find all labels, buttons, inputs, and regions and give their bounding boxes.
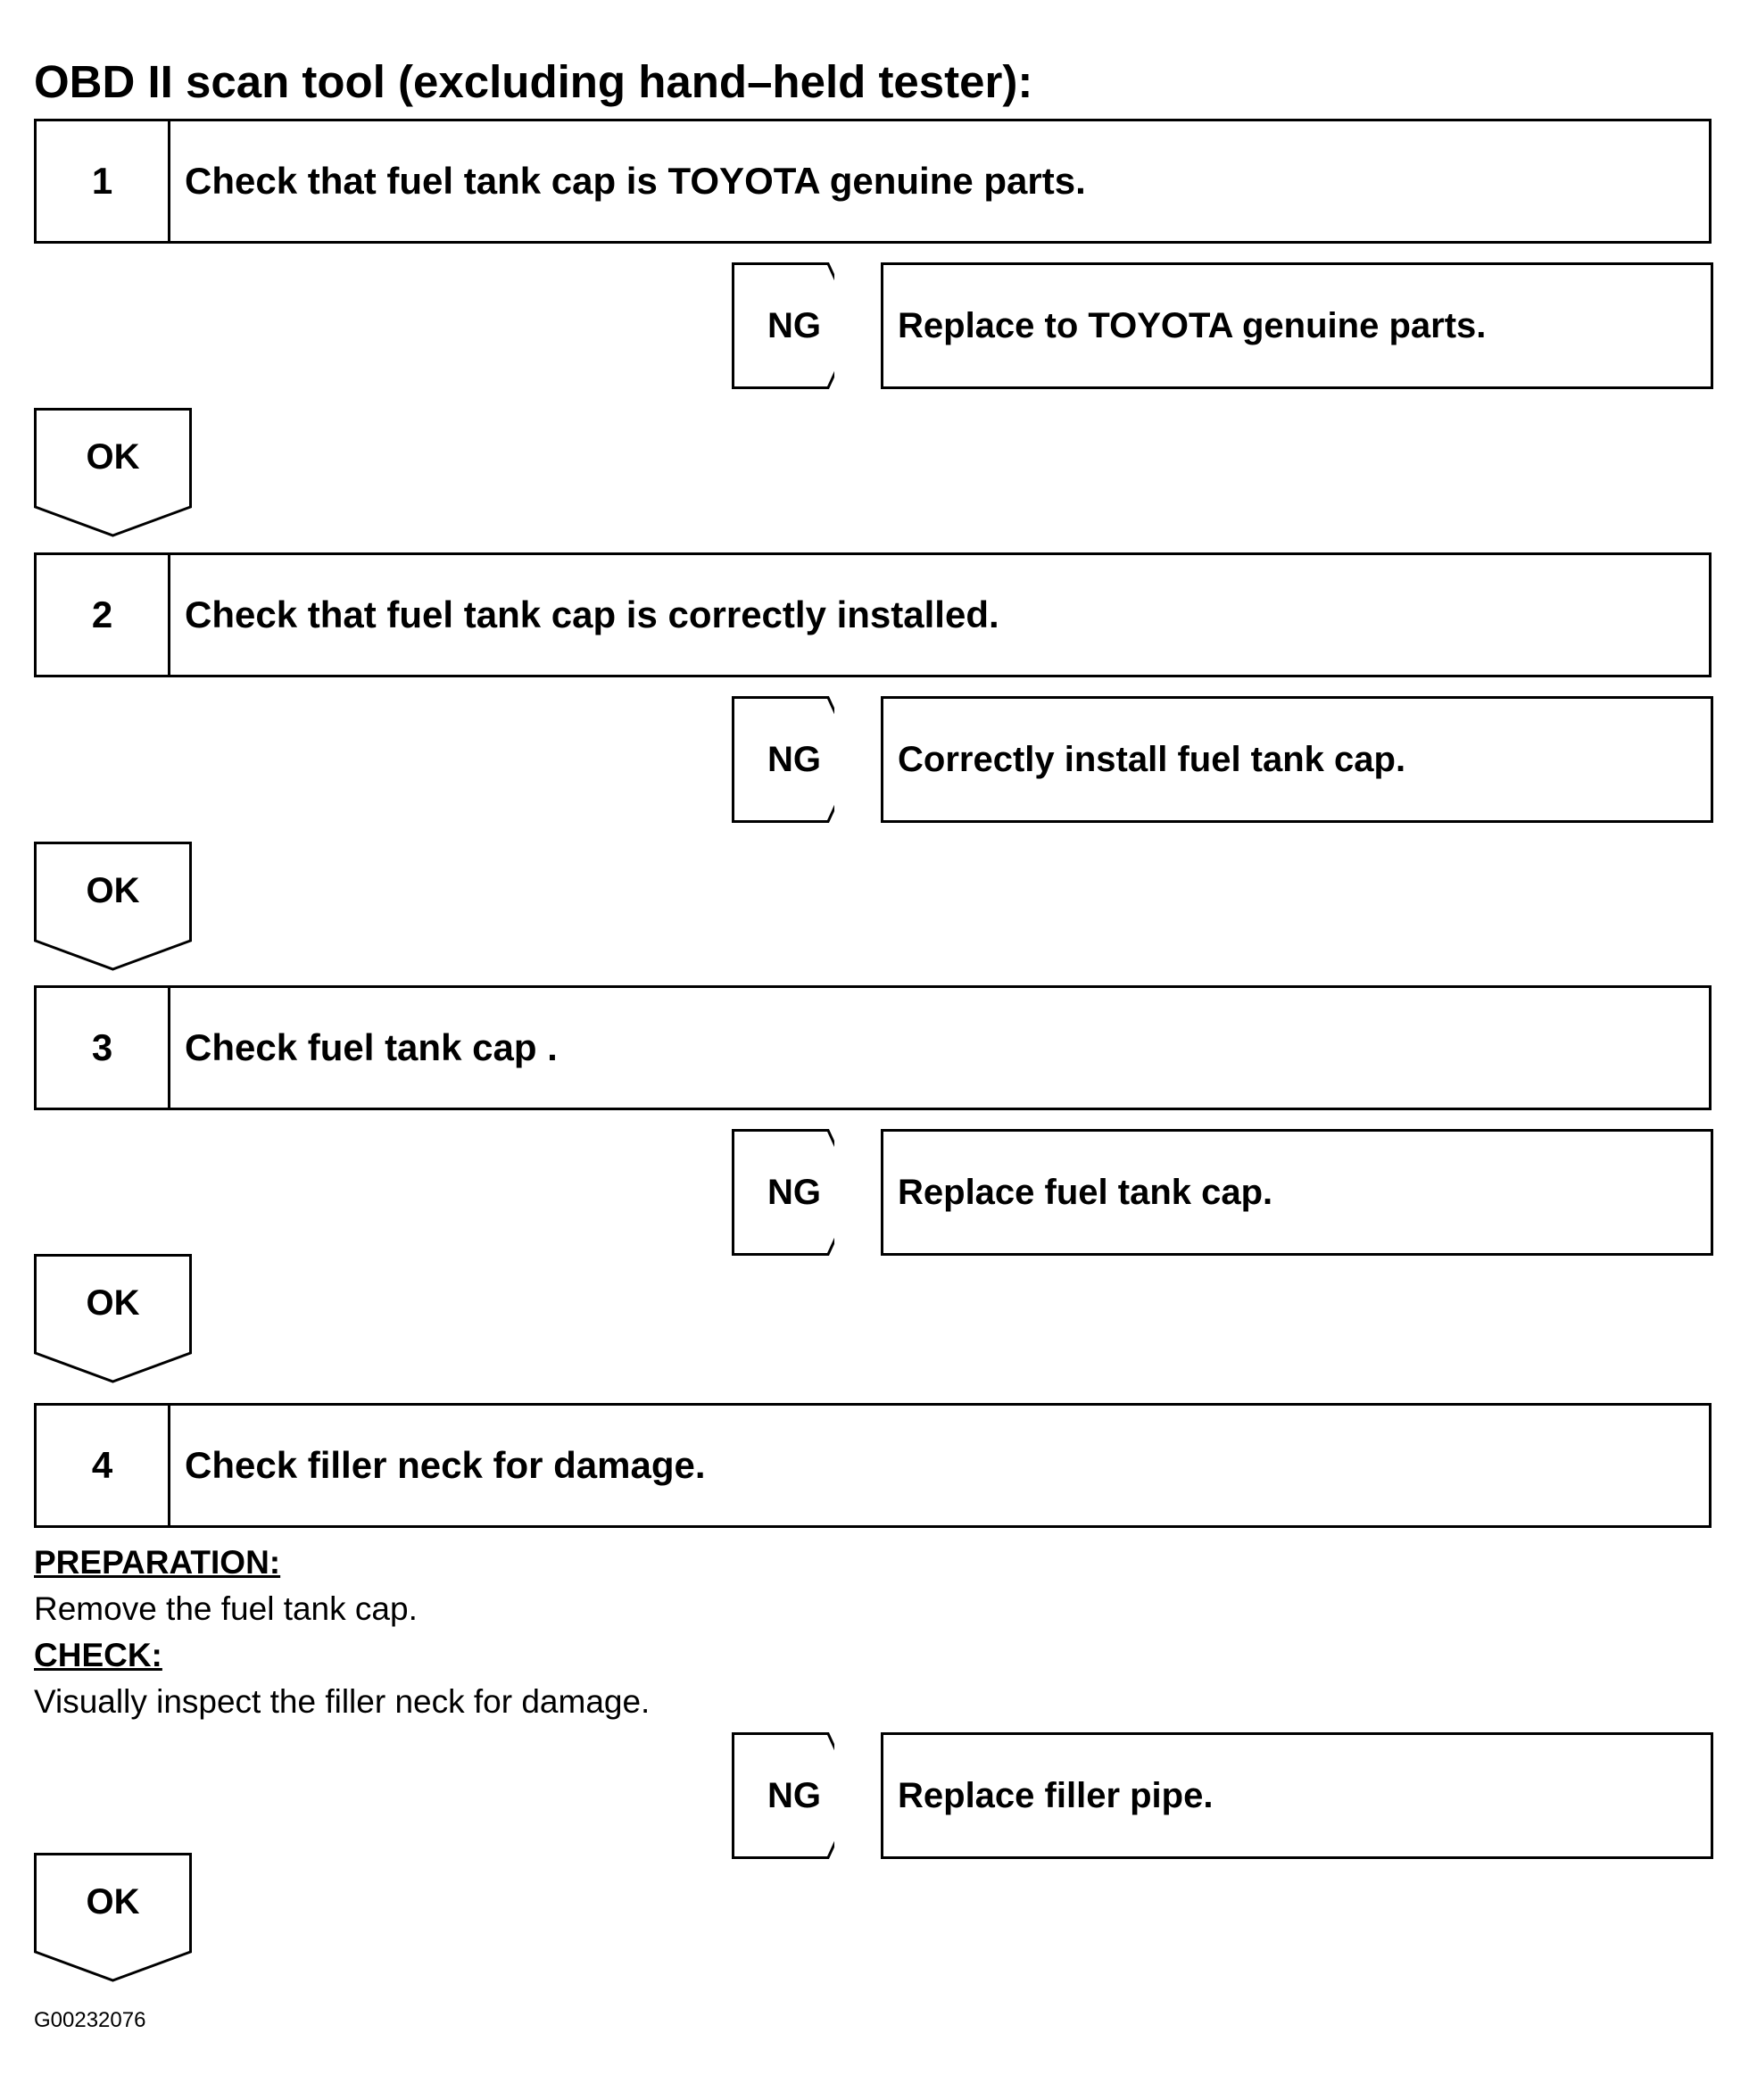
figure-id: G00232076 bbox=[34, 2008, 146, 2032]
step-2-box bbox=[34, 552, 1712, 677]
step-3-box bbox=[34, 985, 1712, 1110]
check-heading: CHECK: bbox=[34, 1637, 162, 1673]
ng-label: NG bbox=[767, 305, 821, 345]
preparation-text: Remove the fuel tank cap. bbox=[34, 1590, 418, 1627]
ng-arrow bbox=[732, 1129, 834, 1256]
step-number: 1 bbox=[37, 121, 170, 241]
ng-arrow bbox=[732, 696, 834, 823]
ng-action-box: Correctly install fuel tank cap. bbox=[881, 696, 1713, 823]
step-4-box bbox=[34, 1403, 1712, 1528]
ok-arrow bbox=[34, 1254, 192, 1383]
step-number: 2 bbox=[37, 555, 170, 675]
ok-label: OK bbox=[86, 870, 140, 910]
step-text: Check fuel tank cap . bbox=[185, 1026, 558, 1068]
step-number: 4 bbox=[37, 1406, 170, 1525]
ok-arrow bbox=[34, 842, 192, 971]
step-text: Check that fuel tank cap is TOYOTA genuine parts. bbox=[185, 160, 1086, 202]
step-text: Check filler neck for damage. bbox=[185, 1444, 706, 1486]
ng-arrow bbox=[732, 262, 834, 389]
ng-label: NG bbox=[767, 1775, 821, 1815]
ng-arrow bbox=[732, 1732, 834, 1859]
ng-action-box: Replace fuel tank cap. bbox=[881, 1129, 1713, 1256]
preparation-heading: PREPARATION: bbox=[34, 1544, 281, 1581]
ng-label: NG bbox=[767, 1172, 821, 1212]
ng-action-box: Replace to TOYOTA genuine parts. bbox=[881, 262, 1713, 389]
ng-action-box: Replace filler pipe. bbox=[881, 1732, 1713, 1859]
ok-label: OK bbox=[86, 436, 140, 477]
ng-label: NG bbox=[767, 739, 821, 779]
step-text: Check that fuel tank cap is correctly installed. bbox=[185, 593, 999, 635]
ok-arrow bbox=[34, 1853, 192, 1982]
check-text: Visually inspect the filler neck for damage. bbox=[34, 1683, 651, 1720]
step-number: 3 bbox=[37, 988, 170, 1108]
ok-label: OK bbox=[86, 1282, 140, 1323]
step-1-box bbox=[34, 119, 1712, 244]
ok-label: OK bbox=[86, 1881, 140, 1922]
page-title: OBD II scan tool (excluding hand–held tester): bbox=[34, 56, 1033, 107]
ok-arrow bbox=[34, 408, 192, 537]
